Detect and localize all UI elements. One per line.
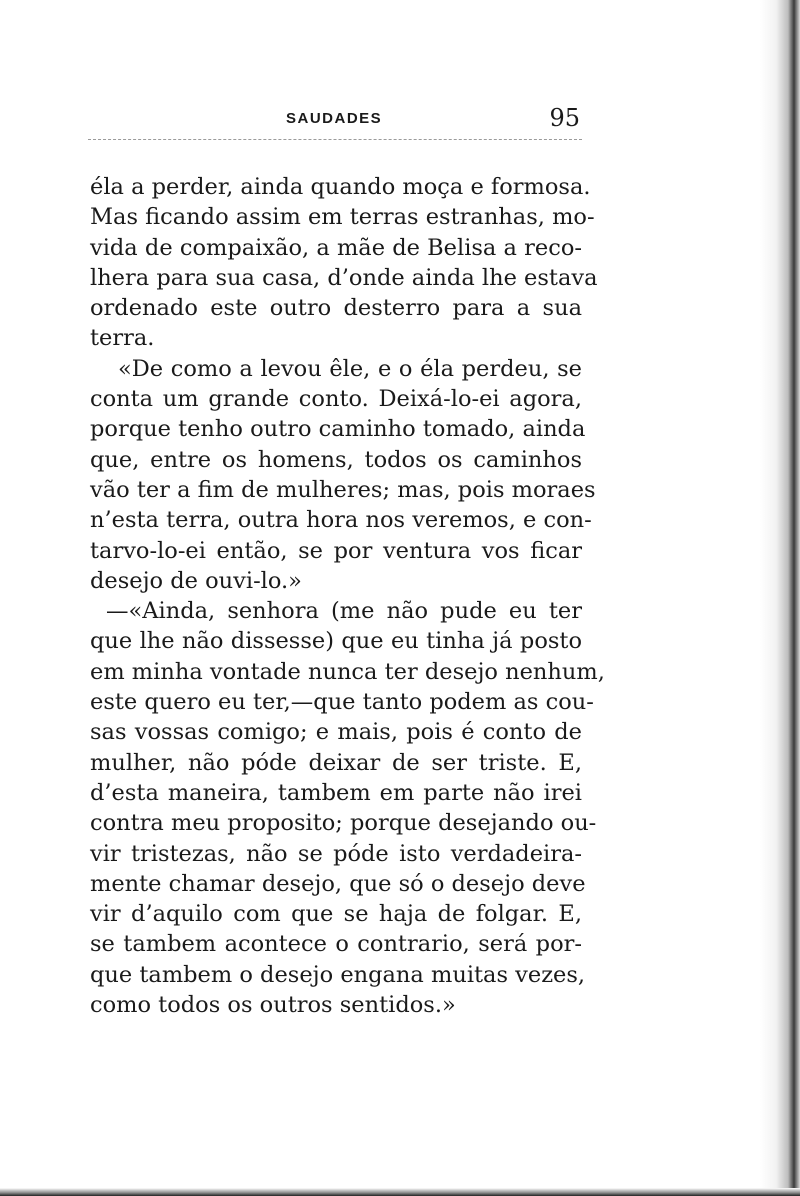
text-line: este quero eu ter,—que tanto podem as cou- (90, 689, 594, 716)
text-line: mulher, não póde deixar de ser triste. E, (90, 749, 582, 776)
running-title: SAUDADES (286, 110, 383, 127)
text-line: tarvo-lo-ei então, se por ventura vos ficar (90, 537, 582, 564)
text-line: porque tenho outro caminho tomado, ainda (90, 416, 586, 443)
text-line: vir tristezas, não se póde isto verdadeira- (90, 840, 582, 867)
text-line: vida de compaixão, a mãe de Belisa a reco- (90, 234, 582, 261)
text-line: éla a perder, ainda quando moça e formosa. (90, 174, 591, 200)
text-line: Mas ficando assim em terras estranhas, mo- (90, 204, 595, 231)
text-line: que lhe não dissesse) que eu tinha já posto (90, 628, 582, 655)
text-line: mente chamar desejo, que só o desejo deve (90, 870, 586, 897)
text-line: vir d’aquilo com que se haja de folgar. E, (90, 901, 582, 928)
text-line: terra. (90, 325, 155, 352)
text-line: como todos os outros sentidos.» (90, 992, 456, 1019)
text-line: em minha vontade nunca ter desejo nenhum, (90, 658, 605, 685)
running-header (90, 104, 582, 138)
page-edge-shadow (760, 0, 800, 1196)
text-line: conta um grande conto. Deixá-lo-ei agora, (90, 386, 582, 413)
text-line: vão ter a fim de mulheres; mas, pois moraes (90, 476, 596, 503)
header-rule (88, 139, 582, 140)
text-line: n’esta terra, outra hora nos veremos, e con- (90, 507, 592, 534)
text-line: que, entre os homens, todos os caminhos (90, 446, 582, 473)
text-line: sas vossas comigo; e mais, pois é conto de (90, 719, 582, 746)
text-line: lhera para sua casa, d’onde ainda lhe estava (90, 264, 598, 291)
text-line: d’esta maneira, tambem em parte não irei (90, 779, 582, 806)
text-line: —«Ainda, senhora (me não pude eu ter (106, 598, 582, 625)
text-line: desejo de ouvi-lo.» (90, 567, 302, 594)
text-line: «De como a levou êle, e o éla perdeu, se (118, 355, 582, 382)
page-bottom-edge (0, 1188, 800, 1196)
page-number: 95 (549, 104, 580, 132)
body-text (90, 172, 605, 1020)
text-line: se tambem acontece o contrario, será por- (90, 931, 582, 958)
text-line: contra meu proposito; porque desejando ou- (90, 810, 597, 837)
text-line: que tambem o desejo engana muitas vezes, (90, 961, 586, 988)
text-line: ordenado este outro desterro para a sua (90, 295, 582, 322)
